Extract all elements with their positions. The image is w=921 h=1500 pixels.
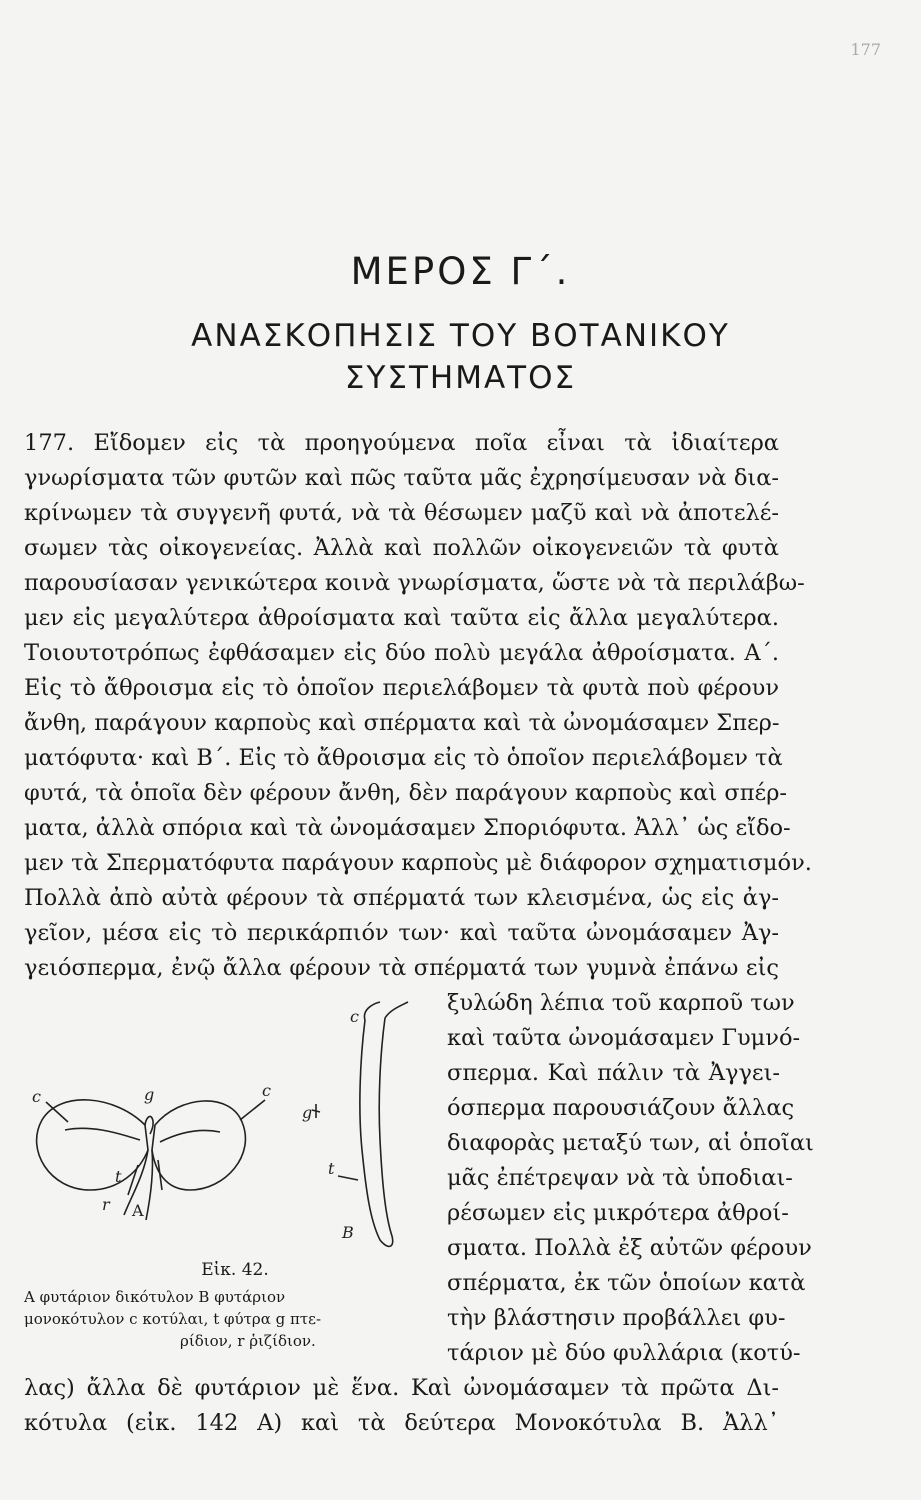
figure-letter: c [262, 1081, 271, 1100]
body-line-right: διαφορὰς μεταξύ των, αἱ ὁποῖαι [447, 1130, 814, 1156]
body-line: φυτά, τὰ ὁποῖα δὲν φέρουν ἄνθη, δὲν παράγουν καρποὺς καὶ σπέρ- [24, 780, 788, 806]
body-line: μεν εἰς μεγαλύτερα ἀθροίσματα καὶ ταῦτα εἰς ἄλλα μεγαλύτερα. [24, 605, 779, 631]
body-line: μεν τὰ Σπερματόφυτα παράγουν καρποὺς μὲ διάφορον σχηματισμόν. [24, 850, 812, 876]
section-title-line2: ΣΥΣΤΗΜΑΤΟΣ [344, 360, 577, 396]
body-line: παρουσίασαν γενικώτερα κοινὰ γνωρίσματα, ὥστε νὰ τὰ περιλάβω- [24, 570, 805, 596]
figure-caption-line: μονοκότυλον c κοτύλαι, t φύτρα g πτε- [24, 1310, 322, 1328]
dicotyledon-seedling-drawing [37, 1100, 265, 1220]
figure-label: Εἰκ. 42. [201, 1260, 269, 1280]
body-line-right: σπερμα. Καὶ πάλιν τὰ Ἀγγει- [447, 1060, 780, 1086]
body-line: σωμεν τὰς οἰκογενείας. Ἀλλὰ καὶ πολλῶν οἰκογενειῶν τὰ φυτὰ [24, 535, 779, 561]
figure-letter: c [32, 1087, 41, 1106]
figure-letter: t [328, 1159, 335, 1178]
body-line: Πολλὰ ἀπὸ αὐτὰ φέρουν τὰ σπέρματά των κλεισμένα, ὡς εἰς ἀγ- [24, 885, 779, 911]
body-line-right: μᾶς ἐπέτρεψαν νὰ τὰ ὑποδιαι- [447, 1165, 793, 1191]
body-line-right: τὴν βλάστησιν προβάλλει φυ- [447, 1305, 786, 1331]
body-line: κρίνωμεν τὰ συγγενῆ φυτά, νὰ τὰ θέσωμεν μαζῦ καὶ νὰ ἀποτελέ- [24, 500, 779, 526]
body-line: 177. Εἴδομεν εἰς τὰ προηγούμενα ποῖα εἶναι τὰ ἰδιαίτερα [24, 430, 779, 456]
body-line: γειόσπερμα, ἐνῷ ἄλλα φέρουν τὰ σπέρματά των γυμνὰ ἐπάνω εἰς [24, 955, 779, 981]
monocotyledon-seedling-drawing [312, 1002, 408, 1246]
figure-letter: r [102, 1195, 110, 1214]
body-line-right: σματα. Πολλὰ ἐξ αὐτῶν φέρουν [447, 1235, 812, 1261]
figure-caption-line: Α φυτάριον δικότυλον Β φυτάριον [24, 1288, 286, 1306]
body-line-right: τάριον μὲ δύο φυλλάρια (κοτύ- [447, 1340, 801, 1366]
figure-letter: c [350, 1007, 359, 1026]
part-title: ΜΕΡΟΣ Γ΄. [350, 250, 571, 293]
body-line: Τοιουτοτρόπως ἐφθάσαμεν εἰς δύο πολὺ μεγάλα ἀθροίσματα. Α΄. [24, 640, 779, 666]
figure-letter: A [132, 1201, 144, 1220]
body-line: λας) ἄλλα δὲ φυτάριον μὲ ἕνα. Καὶ ὠνομάσαμεν τὰ πρῶτα Δι- [24, 1375, 779, 1401]
body-line-right: ξυλώδη λέπια τοῦ καρποῦ των [447, 990, 795, 1016]
figure-caption-line: ρίδιον, r ῥιζίδιον. [180, 1332, 316, 1350]
body-line: ἄνθη, παράγουν καρποὺς καὶ σπέρματα καὶ τὰ ὠνομάσαμεν Σπερ- [24, 710, 780, 736]
body-line-right: ρέσωμεν εἰς μικρότερα ἀθροί- [447, 1200, 789, 1226]
body-line-right: σπέρματα, ἐκ τῶν ὁποίων κατὰ [447, 1270, 806, 1296]
body-line: Εἰς τὸ ἄθροισμα εἰς τὸ ὁποῖον περιελάβομεν τὰ φυτὰ ποὺ φέρουν [24, 675, 779, 701]
seedling-figure [20, 1000, 440, 1260]
figure-letter: B [342, 1223, 354, 1242]
figure-letter: g [144, 1085, 155, 1104]
body-line-right: όσπερμα παρουσιάζουν ἄλλας [447, 1095, 795, 1121]
figure-letter: t [115, 1167, 122, 1186]
body-line: κότυλα (εἰκ. 142 Α) καὶ τὰ δεύτερα Μονοκότυλα Β. Ἀλλ᾽ [24, 1410, 779, 1436]
body-line: γεῖον, μέσα εἰς τὸ περικάρπιόν των· καὶ ταῦτα ὠνομάσαμεν Ἀγ- [24, 920, 779, 946]
page-number: 177 [850, 40, 881, 59]
section-title-line1: ΑΝΑΣΚΟΠΗΣΙΣ ΤΟΥ ΒΟΤΑΝΙΚΟΥ [191, 318, 730, 354]
figure-letter: g [302, 1103, 313, 1122]
body-line: ματα, ἀλλὰ σπόρια καὶ τὰ ὠνομάσαμεν Σποριόφυτα. Ἀλλ᾽ ὡς εἴδο- [24, 815, 791, 841]
body-line: ματόφυτα· καὶ Β΄. Εἰς τὸ ἄθροισμα εἰς τὸ ὁποῖον περιελάβομεν τὰ [24, 745, 783, 771]
body-line: γνωρίσματα τῶν φυτῶν καὶ πῶς ταῦτα μᾶς ἐχρησίμευσαν νὰ δια- [24, 465, 779, 491]
body-line-right: καὶ ταῦτα ὠνομάσαμεν Γυμνό- [447, 1025, 801, 1051]
